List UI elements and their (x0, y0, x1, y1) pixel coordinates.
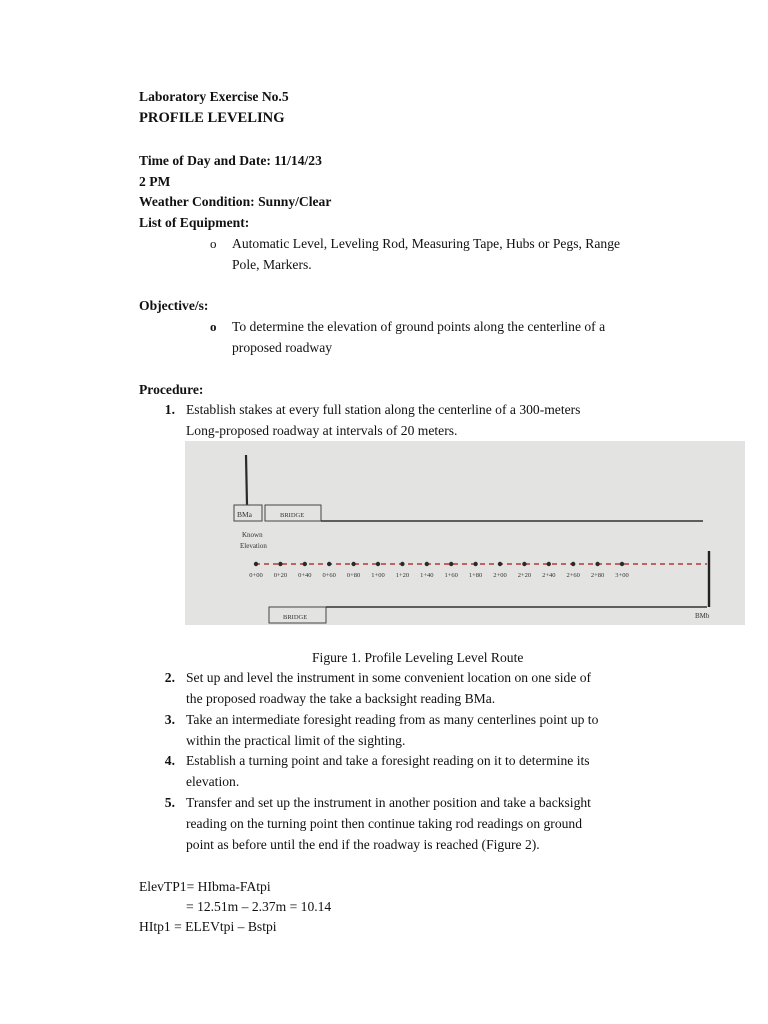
step-1-number: 1. (164, 402, 175, 417)
station-label: 2+20 (517, 572, 532, 579)
station-stake (620, 562, 624, 566)
step-3-line-2: within the practical limit of the sighting. (186, 733, 406, 748)
level-route-diagram (185, 441, 745, 625)
step-3-number: 3. (164, 712, 175, 727)
station-stake (498, 562, 502, 566)
station-stake (376, 562, 380, 566)
step-5-line-1: Transfer and set up the instrument in another position and take a backsight (186, 795, 591, 810)
step-2-line-1: Set up and level the instrument in some convenient location on one side of (186, 670, 592, 685)
objective-line-1: To determine the elevation of ground points along the centerline of a (232, 319, 606, 334)
station-label: 0+80 (346, 572, 361, 579)
step-2-number: 2. (164, 670, 175, 685)
station-label: 0+20 (273, 572, 288, 579)
station-stake (327, 562, 331, 566)
equipment-line-1: Automatic Level, Leveling Rod, Measuring Tape, Hubs or Pegs, Range (232, 236, 621, 251)
station-label: 0+60 (322, 572, 336, 579)
elevation-label: Elevation (240, 542, 267, 550)
profile-leveling-figure (185, 441, 745, 625)
station-label: 2+00 (493, 572, 507, 579)
station-stake (547, 562, 551, 566)
objective-line-2: proposed roadway (232, 340, 333, 355)
station-label: 0+00 (249, 572, 263, 579)
step-1-line-1: Establish stakes at every full station along the centerline of a 300-meters (186, 402, 581, 417)
equipment-bullet: o (210, 236, 217, 251)
objective-heading: Objective/s: (139, 298, 209, 313)
step-2-line-2: the proposed roadway the take a backsight reading BMa. (186, 691, 496, 706)
station-label: 1+40 (420, 572, 434, 579)
station-stake (278, 562, 282, 566)
station-label: 1+20 (395, 572, 410, 579)
procedure-heading: Procedure: (139, 382, 204, 397)
station-label: 3+00 (615, 572, 629, 579)
step-5-number: 5. (164, 795, 175, 810)
station-label: 1+00 (371, 572, 385, 579)
station-stake (351, 562, 355, 566)
step-4-line-2: elevation. (186, 774, 240, 789)
station-stake (473, 562, 477, 566)
station-stake (522, 562, 526, 566)
station-label: 2+40 (542, 572, 556, 579)
bma-rod (246, 455, 247, 505)
station-stake (303, 562, 307, 566)
station-label: 0+40 (298, 572, 312, 579)
station-stake (595, 562, 599, 566)
known-label: Known (242, 531, 263, 539)
bridge-top-label: BRIDGE (280, 512, 305, 519)
time-date: Time of Day and Date: 11/14/23 (139, 153, 322, 168)
lab-number: Laboratory Exercise No.5 (139, 89, 289, 104)
step-4-line-1: Establish a turning point and take a foresight reading on it to determine its (186, 753, 590, 768)
station-stake (254, 562, 258, 566)
figure-caption: Figure 1. Profile Leveling Level Route (312, 650, 524, 665)
weather-condition: Weather Condition: Sunny/Clear (139, 194, 332, 209)
station-stake (449, 562, 453, 566)
step-5-line-2: reading on the turning point then continue taking rod readings on ground (186, 816, 583, 831)
station-label: 2+80 (590, 572, 605, 579)
station-stake (425, 562, 429, 566)
equipment-heading: List of Equipment: (139, 215, 250, 230)
page-title: PROFILE LEVELING (139, 110, 285, 126)
step-1-line-2: Long-proposed roadway at intervals of 20 meters. (186, 423, 458, 438)
bridge-bottom-label: BRIDGE (283, 614, 308, 621)
equation-line-1: ElevTP1= HIbma-FAtpi (139, 879, 271, 894)
station-stake (400, 562, 404, 566)
bmb-label: BMb (695, 612, 710, 620)
station-label: 1+60 (444, 572, 458, 579)
objective-bullet: o (210, 319, 217, 334)
station-label: 2+60 (566, 572, 580, 579)
equation-line-2: = 12.51m – 2.37m = 10.14 (186, 899, 332, 914)
station-label: 1+80 (468, 572, 483, 579)
step-5-line-3: point as before until the end if the roadway is reached (Figure 2). (186, 837, 540, 852)
time: 2 PM (139, 174, 171, 189)
bma-label: BMa (237, 510, 252, 519)
equipment-line-2: Pole, Markers. (232, 257, 312, 272)
step-4-number: 4. (164, 753, 175, 768)
step-3-line-1: Take an intermediate foresight reading from as many centerlines point up to (186, 712, 599, 727)
equation-line-3: HItp1 = ELEVtpi – Bstpi (139, 919, 277, 934)
station-stake (571, 562, 575, 566)
